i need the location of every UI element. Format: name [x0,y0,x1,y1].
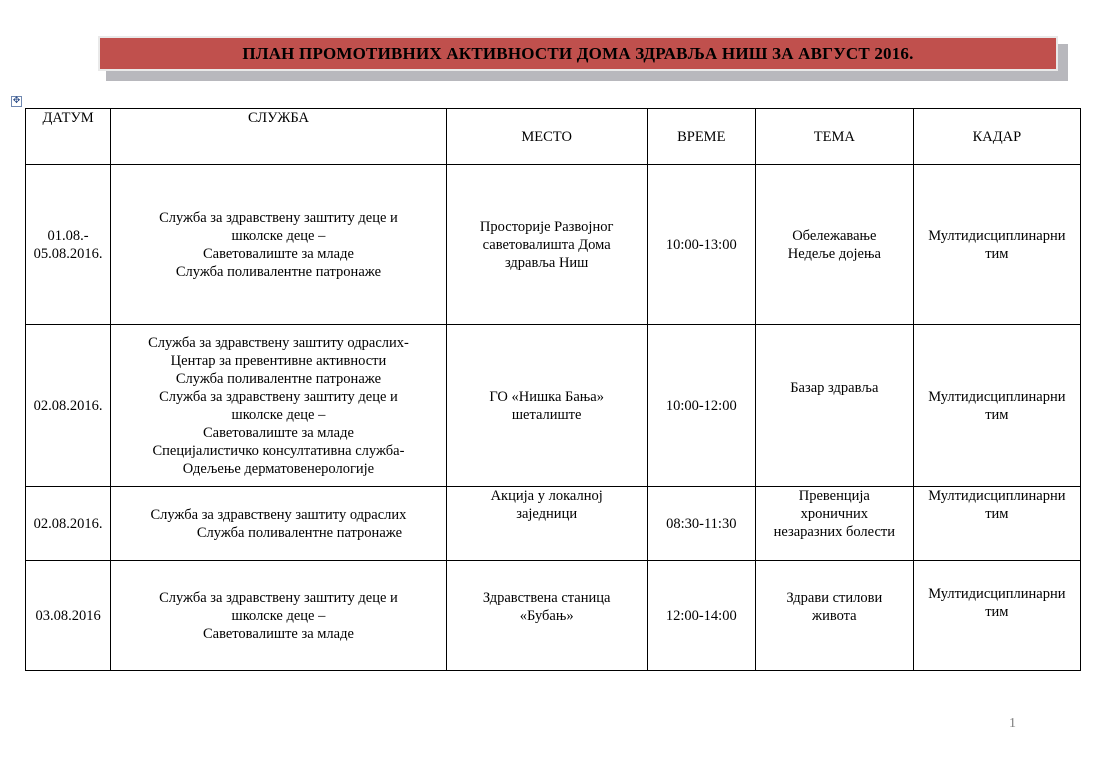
location-cell [446,487,647,561]
service-line: Служба за здравствену заштиту одраслих [150,506,407,523]
date-cell [26,561,111,671]
time-cell: 12:00-14:00 [647,561,755,671]
service-line: Служба поливалентне патронаже [175,370,382,387]
location-cell [446,561,647,671]
location-line: здравља Ниш [504,254,589,271]
topic-line: Здрави стилови [786,589,883,606]
header-staff: КАДАР [913,109,1080,165]
topic-line: незаразних болести [773,524,895,540]
staff-line: Мултидисциплинарни [928,388,1066,405]
service-line: школске деце – [231,607,326,624]
staff-line: тим [985,406,1009,423]
time-cell: 10:00-12:00 [647,325,755,487]
table-row [26,325,1081,487]
location-line: заједници [516,506,578,522]
topic-cell [755,165,913,325]
date-cell [26,165,111,325]
service-line: школске деце – [231,227,326,244]
location-line: Акција у локалној [490,488,603,504]
page-title-banner [98,36,1058,71]
location-line: Просторије Развојног [479,218,614,235]
topic-line: живота [812,607,857,624]
date-cell [26,325,111,487]
location-line: саветовалишта Дома [482,236,611,253]
staff-cell [913,325,1080,487]
service-line: Саветовалиште за младе [202,245,354,262]
service-cell [111,561,447,671]
staff-line: Мултидисциплинарни [928,488,1066,504]
date-line: 05.08.2016. [33,245,103,262]
date-line: 02.08.2016. [33,515,103,532]
location-line: шеталиште [511,406,582,423]
location-line: Здравствена станица [482,589,611,606]
service-line: Служба поливалентне патронаже [175,263,382,280]
location-line: «Бубањ» [519,607,574,624]
service-line: Служба за здравствену заштиту деце и [159,209,398,226]
staff-line: Мултидисциплинарни [928,585,1066,602]
service-line: Служба за здравствену заштиту деце и [159,388,398,405]
date-line: 02.08.2016. [33,397,103,414]
activity-table [25,108,1081,671]
location-cell [446,165,647,325]
topic-line: Превенција [798,488,870,504]
date-cell [26,487,111,561]
topic-cell [755,561,913,671]
header-location: МЕСТО [446,109,647,165]
topic-cell [755,325,913,487]
service-cell [111,165,447,325]
service-line: Специјалистичко консултативна служба- [152,442,405,459]
time-cell: 08:30-11:30 [647,487,755,561]
staff-cell [913,487,1080,561]
topic-line: Базар здравља [790,379,879,396]
service-line: школске деце – [231,406,326,423]
header-date: ДАТУМ [26,109,111,165]
page-title: ПЛАН ПРОМОТИВНИХ АКТИВНОСТИ ДОМА ЗДРАВЉА НИШ ЗА АВГУСТ 2016. [242,43,914,63]
staff-cell [913,561,1080,671]
topic-line: хроничних [800,506,868,522]
topic-cell [755,487,913,561]
service-cell [111,325,447,487]
service-cell [111,487,447,561]
table-row [26,165,1081,325]
service-line: Служба поливалентне патронаже [196,524,403,541]
page-number: 1 [1009,716,1016,731]
staff-line: Мултидисциплинарни [928,227,1066,244]
location-line: ГО «Нишка Бања» [489,388,604,405]
header-topic: ТЕМА [755,109,913,165]
service-line: Саветовалиште за младе [202,625,354,642]
service-line: Одељење дерматовенерологије [182,460,375,477]
topic-line: Недеље дојења [787,245,881,262]
table-row [26,561,1081,671]
topic-line: Обележавање [792,227,877,244]
service-line: Саветовалиште за младе [202,424,354,441]
table-row [26,487,1081,561]
move-cross-icon[interactable]: ✥ [12,96,21,106]
staff-cell [913,165,1080,325]
service-line: Служба за здравствену заштиту деце и [159,589,398,606]
header-service: СЛУЖБА [111,109,447,165]
staff-line: тим [985,506,1009,522]
header-time: ВРЕМЕ [647,109,755,165]
time-cell: 10:00-13:00 [647,165,755,325]
date-line: 01.08.- [47,227,89,244]
date-line: 03.08.2016 [35,607,101,624]
staff-line: тим [985,245,1009,262]
service-line: Служба за здравствену заштиту одраслих- [148,334,409,351]
location-cell [446,325,647,487]
staff-line: тим [985,603,1009,620]
header-row [26,109,1081,165]
service-line: Центар за превентивне активности [170,352,387,369]
